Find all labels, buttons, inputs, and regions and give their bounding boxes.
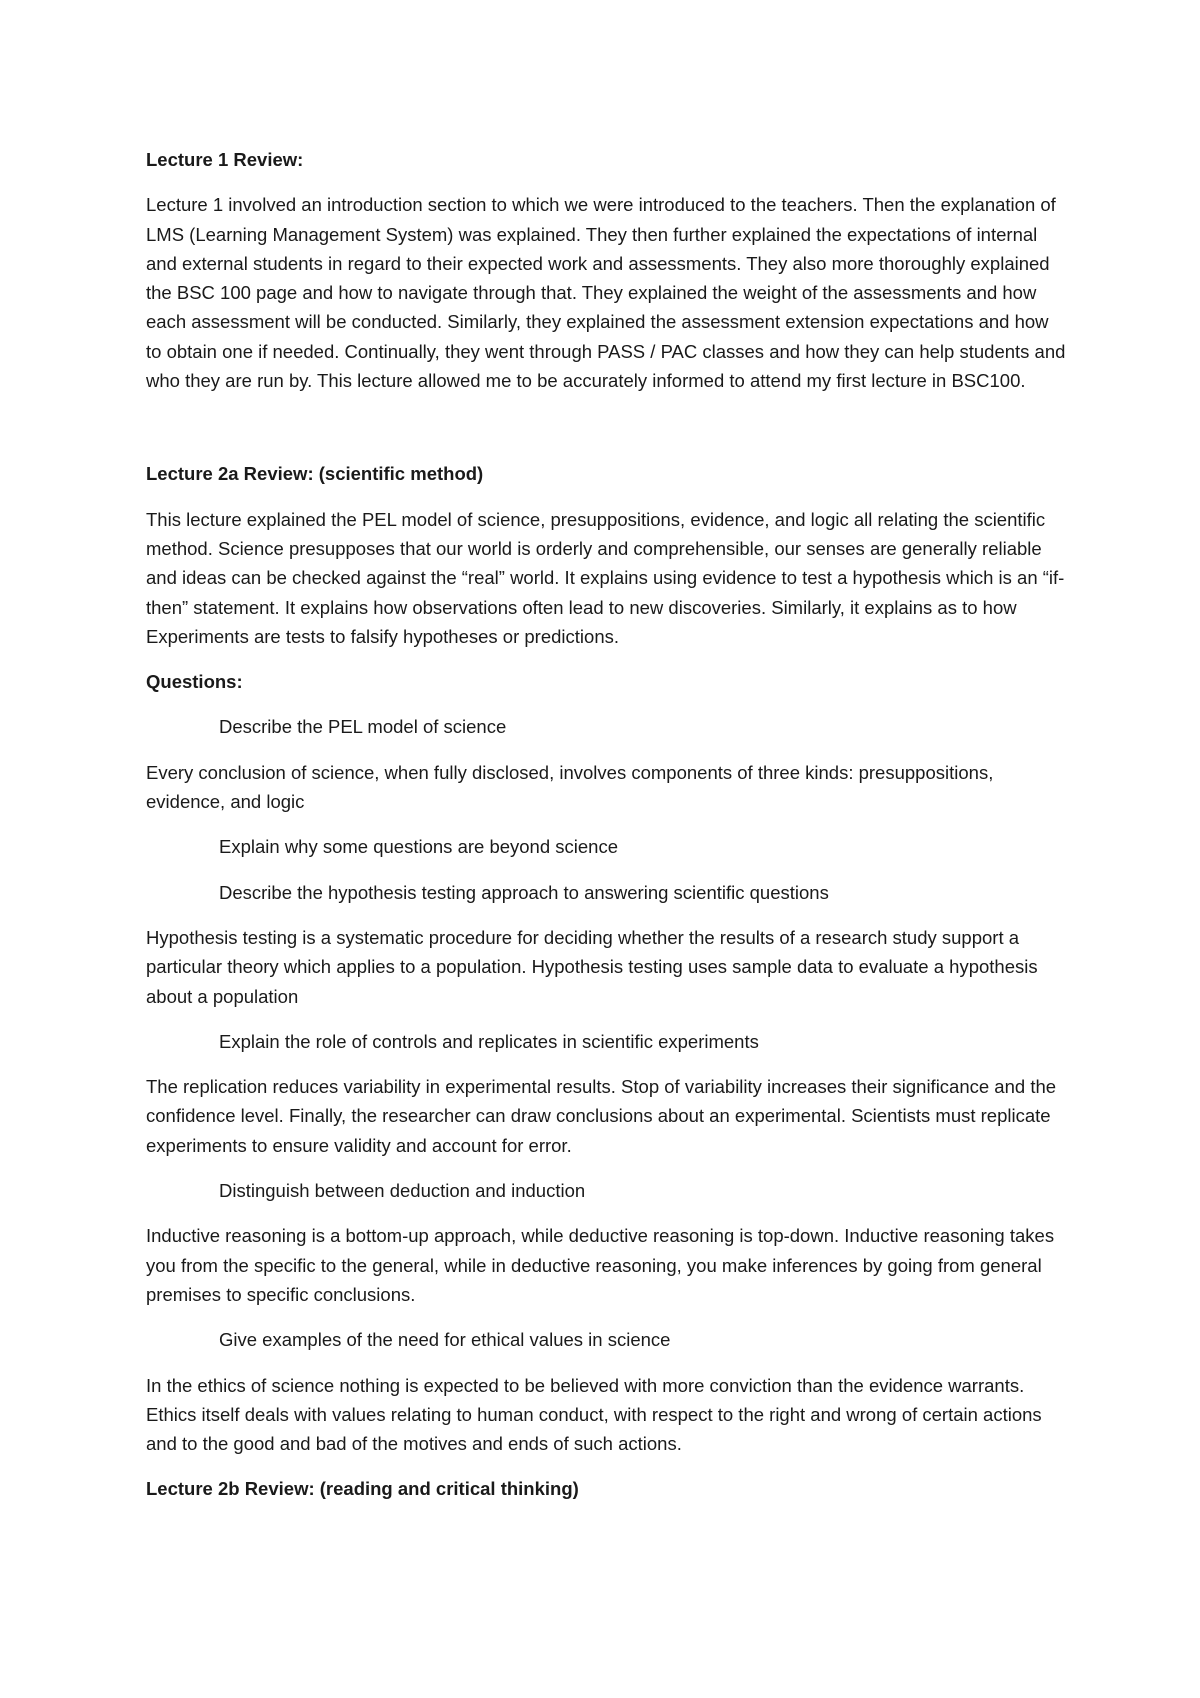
question-5: Distinguish between deduction and induction [219,1180,586,1202]
question-3: Describe the hypothesis testing approach to answering scientific questions [219,881,829,903]
questions-heading: Questions: [146,671,243,693]
lecture-2a-heading: Lecture 2a Review: (scientific method) [146,463,484,485]
lecture-1-body: Lecture 1 involved an introduction section to which we were introduced to the teachers. Then the explanation of LMS (Learning Management System) was explained. They then further explained the expectations of internal and external students in regard to their expected work and assessments. They also more thoroughly explained the BSC 100 page and how to navigate through that. They explained the weight of the assessments and how each assessment will be conducted. Similarly, they explained the assessment extension expectations and how to obtain one if needed. Continually, they went through PASS / PAC classes and how they can help students and who they are run by. This lecture allowed me to be accurately informed to attend my first lecture in BSC100. [146,194,1066,392]
answer-6: In the ethics of science nothing is expected to be believed with more conviction than the evidence warrants. Ethics itself deals with values relating to human conduct, with respect to the right and wrong of certain actions and to the good and bad of the motives and ends of such actions. [146,1374,1042,1455]
answer-4: The replication reduces variability in experimental results. Stop of variability increases their significance and the confidence level. Finally, the researcher can draw conclusions about an experimental. Scientists must replicate experiments to ensure validity and account for error. [146,1076,1057,1156]
lecture-2b-heading: Lecture 2b Review: (reading and critical thinking) [146,1478,579,1500]
answer-1: Every conclusion of science, when fully disclosed, involves components of three kinds: presuppositions, evidence, and logic [146,761,994,813]
lecture-1-heading: Lecture 1 Review: [146,149,304,170]
lecture-2a-body: This lecture explained the PEL model of science, presuppositions, evidence, and logic all relating the scientific method. Science presupposes that our world is orderly and comprehensible, our senses are generally reliable and ideas can be checked against the “real” world. It explains using evidence to test a hypothesis which is an “if-then” statement. It explains how observations often lead to new discoveries. Similarly, it explains as to how Experiments are tests to falsify hypotheses or predictions. [146,508,1065,647]
question-4: Explain the role of controls and replicates in scientific experiments [219,1030,759,1052]
document-body [146,145,1066,1520]
answer-5: Inductive reasoning is a bottom-up approach, while deductive reasoning is top-down. Inductive reasoning takes you from the specific to the general, while in deductive reasoning, you make inferences by going from general premises to specific conclusions. [146,1225,1055,1305]
section-spacer [146,411,1066,459]
question-2: Explain why some questions are beyond science [219,836,619,858]
question-1: Describe the PEL model of science [219,716,507,738]
question-6: Give examples of the need for ethical values in science [219,1329,671,1351]
answer-3: Hypothesis testing is a systematic procedure for deciding whether the results of a research study support a particular theory which applies to a population. Hypothesis testing uses sample data to evaluate a hypothesis about a population [146,926,1038,1007]
